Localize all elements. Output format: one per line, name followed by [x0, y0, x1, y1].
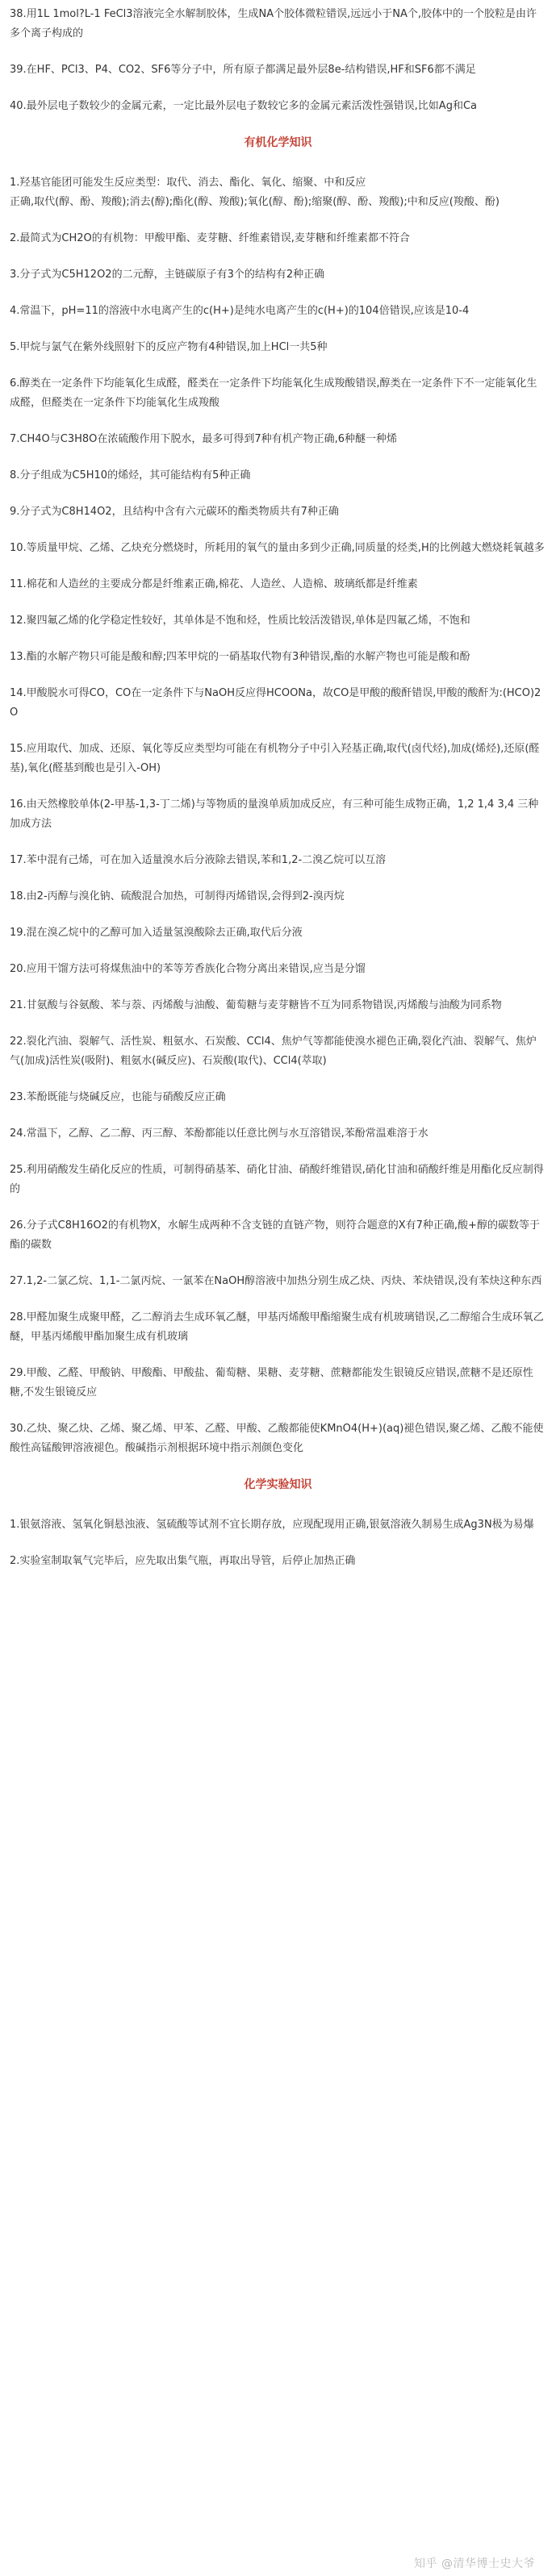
list-item: 11.棉花和人造丝的主要成分都是纤维素正确,棉花、人造丝、人造棉、玻璃纸都是纤维素 [10, 578, 418, 590]
organic-list [10, 173, 546, 1458]
list-item: 2.最简式为CH2O的有机物：甲酸甲酯、麦芽糖、纤维素错误,麦芽糖和纤维素都不符合 [10, 232, 410, 244]
list-item: 29.甲酸、乙醛、甲酸钠、甲酸酯、甲酸盐、葡萄糖、果糖、麦芽糖、蔗糖都能发生银镜反应错误,蔗糖不是还原性糖,不发生银镜反应 [10, 1367, 533, 1398]
list-item: 39.在HF、PCl3、P4、CO2、SF6等分子中，所有原子都满足最外层8e-结构错误,HF和SF6都不满足 [10, 64, 476, 76]
list-item: 19.混在溴乙烷中的乙醇可加入适量氢溴酸除去正确,取代后分液 [10, 927, 303, 939]
list-item: 15.应用取代、加成、还原、氧化等反应类型均可能在有机物分子中引入羟基正确,取代(卤代烃),加成(烯烃),还原(醛基),氧化(醛基到酸也是引入-OH) [10, 743, 540, 774]
list-item: 24.常温下，乙醇、乙二醇、丙三醇、苯酚都能以任意比例与水互溶错误,苯酚常温难溶于水 [10, 1128, 428, 1140]
list-item: 13.酯的水解产物只可能是酸和醇;四苯甲烷的一硝基取代物有3种错误,酯的水解产物也可能是酸和酚 [10, 651, 470, 663]
list-item: 16.由天然橡胶单体(2-甲基-1,3-丁二烯)与等物质的量溴单质加成反应，有三种可能生成物正确，1,2 1,4 3,4 三种加成方法 [10, 798, 539, 830]
list-item: 18.由2-丙醇与溴化钠、硫酸混合加热，可制得丙烯错误,会得到2-溴丙烷 [10, 890, 345, 902]
list-item: 30.乙炔、聚乙炔、乙烯、聚乙烯、甲苯、乙醛、甲酸、乙酸都能使KMnO4(H+)(aq)褪色错误,聚乙烯、乙酸不能使酸性高锰酸钾溶液褪色。酸碱指示剂根据环境中指示剂颜色变化 [10, 1423, 544, 1454]
watermark: 知乎 @清华博士史大爷 [414, 2557, 535, 2570]
list-item: 2.实验室制取氧气完毕后，应先取出集气瓶，再取出导管，后停止加热正确 [10, 1555, 356, 1567]
list-item: 40.最外层电子数较少的金属元素，一定比最外层电子数较它多的金属元素活泼性强错误,比如Ag和Ca [10, 100, 477, 112]
intro-list [10, 5, 546, 116]
list-item: 5.甲烷与氯气在紫外线照射下的反应产物有4种错误,加上HCl一共5种 [10, 341, 328, 353]
list-item: 21.甘氨酸与谷氨酸、苯与萘、丙烯酸与油酸、葡萄糖与麦芽糖皆不互为同系物错误,丙烯酸与油酸为同系物 [10, 999, 502, 1011]
list-item: 27.1,2-二氯乙烷、1,1-二氯丙烷、一氯苯在NaOH醇溶液中加热分别生成乙炔、丙炔、苯炔错误,没有苯炔这种东西 [10, 1275, 542, 1287]
list-item: 17.苯中混有己烯，可在加入适量溴水后分液除去错误,苯和1,2-二溴乙烷可以互溶 [10, 854, 387, 866]
list-item: 7.CH4O与C3H8O在浓硫酸作用下脱水，最多可得到7种有机产物正确,6种醚一种烯 [10, 433, 398, 445]
list-item: 12.聚四氟乙烯的化学稳定性较好，其单体是不饱和烃，性质比较活泼错误,单体是四氟乙烯，不饱和 [10, 615, 470, 627]
list-item: 22.裂化汽油、裂解气、活性炭、粗氨水、石炭酸、CCl4、焦炉气等都能使溴水褪色正确,裂化汽油、裂解气、焦炉气(加成)活性炭(吸附)、粗氨水(碱反应)、石炭酸(取代)、CCl4(萃取) [10, 1036, 537, 1067]
list-item: 6.醇类在一定条件下均能氧化生成醛，醛类在一定条件下均能氧化生成羧酸错误,醇类在一定条件下不一定能氧化生成醛，但醛类在一定条件下均能氧化生成羧酸 [10, 377, 537, 409]
list-item: 4.常温下，pH=11的溶液中水电离产生的c(H+)是纯水电离产生的c(H+)的104倍错误,应该是10-4 [10, 305, 470, 317]
list-item: 20.应用干馏方法可将煤焦油中的苯等芳香族化合物分离出来错误,应当是分馏 [10, 963, 366, 975]
list-item: 1.银氨溶液、氢氧化铜悬浊液、氢硫酸等试剂不宜长期存放，应现配现用正确,银氨溶液久制易生成Ag3N极为易爆 [10, 1519, 534, 1531]
experiment-list [10, 1515, 546, 1571]
list-item: 23.苯酚既能与烧碱反应，也能与硝酸反应正确 [10, 1091, 226, 1103]
list-item: 10.等质量甲烷、乙烯、乙炔充分燃烧时，所耗用的氧气的量由多到少正确,同质量的烃类,H的比例越大燃烧耗氧越多 [10, 542, 545, 554]
list-item: 38.用1L 1mol?L-1 FeCl3溶液完全水解制胶体，生成NA个胶体微粒错误,远远小于NA个,胶体中的一个胶粒是由许多个离子构成的 [10, 8, 537, 40]
list-item: 3.分子式为C5H12O2的二元醇，主链碳原子有3个的结构有2种正确 [10, 269, 325, 281]
section-title-organic: 有机化学知识 [244, 136, 312, 149]
section-title-experiment: 化学实验知识 [244, 1478, 312, 1491]
list-item: 9.分子式为C8H14O2，且结构中含有六元碳环的酯类物质共有7种正确 [10, 506, 339, 518]
list-item: 8.分子组成为C5H10的烯烃，其可能结构有5种正确 [10, 469, 251, 481]
list-item: 26.分子式C8H16O2的有机物X，水解生成两种不含支链的直链产物，则符合题意的X有7种正确,酸+醇的碳数等于酯的碳数 [10, 1219, 540, 1251]
list-item: 28.甲醛加聚生成聚甲醛，乙二醇消去生成环氧乙醚，甲基丙烯酸甲酯缩聚生成有机玻璃错误,乙二醇缩合生成环氧乙醚，甲基丙烯酸甲酯加聚生成有机玻璃 [10, 1311, 544, 1343]
list-item: 14.甲酸脱水可得CO，CO在一定条件下与NaOH反应得HCOONa，故CO是甲酸的酸酐错误,甲酸的酸酐为:(HCO)2O [10, 687, 541, 719]
list-item: 25.利用硝酸发生硝化反应的性质，可制得硝基苯、硝化甘油、硝酸纤维错误,硝化甘油和硝酸纤维是用酯化反应制得的 [10, 1164, 544, 1195]
list-item: 1.羟基官能团可能发生反应类型：取代、消去、酯化、氧化、缩聚、中和反应 正确,取代(醇、酚、羧酸);消去(醇);酯化(醇、羧酸);氧化(醇、酚);缩聚(醇、酚、羧酸);中和反应(羧酸、酚) [10, 177, 500, 208]
